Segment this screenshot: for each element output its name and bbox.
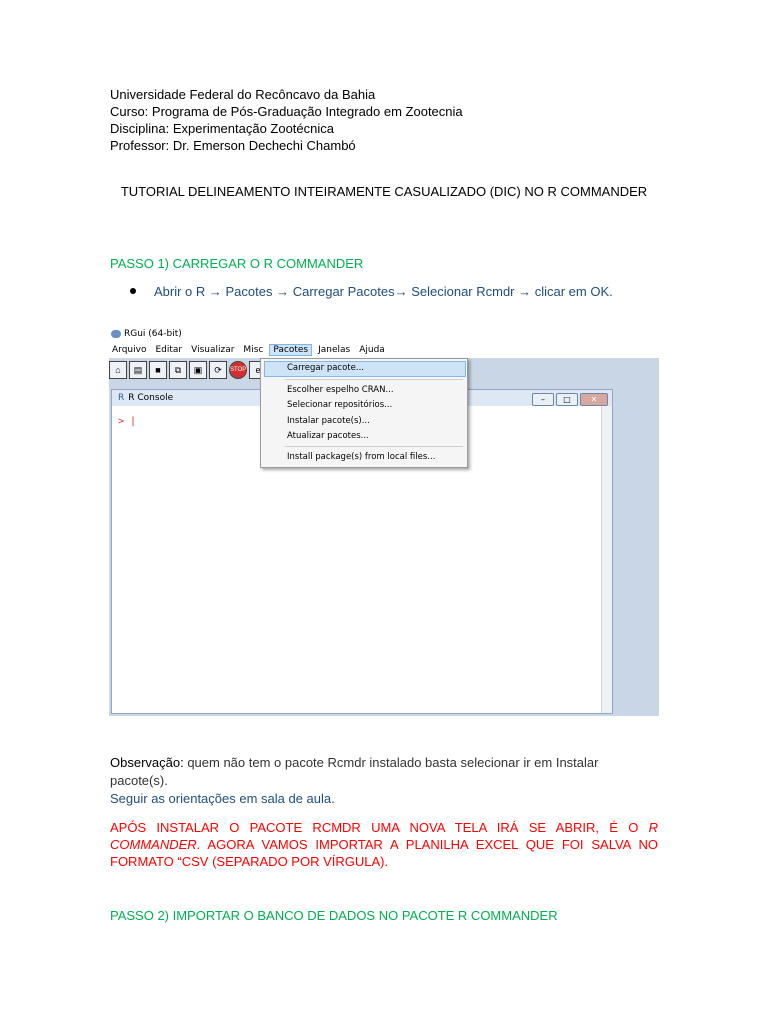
observation-label: Observação: [110, 755, 184, 770]
step1-bullet-text: Abrir o R → Pacotes → Carregar Pacotes→ Selecionar Rcmdr → clicar em OK. [154, 284, 613, 299]
observation-text: quem não tem o pacote Rcmdr instalado basta selecionar ir em Instalar pacote(s). [110, 755, 599, 788]
copy-icon[interactable]: ⧉ [169, 361, 187, 379]
rgui-menubar [109, 344, 391, 358]
menu-separator [285, 446, 463, 447]
menu-item-escolher-espelho[interactable]: Escolher espelho CRAN... [287, 385, 394, 395]
r-console-title: R Console [128, 393, 174, 403]
rgui-window-title [111, 329, 182, 339]
warning-italic: R COMMANDER [110, 820, 658, 852]
discipline-line: Disciplina: Experimentação Zootécnica [110, 121, 334, 136]
console-scrollbar[interactable] [601, 406, 612, 713]
menu-pacotes[interactable]: Pacotes [269, 344, 312, 356]
menu-arquivo[interactable]: Arquivo [112, 345, 147, 355]
university-line: Universidade Federal do Recôncavo da Bahia [110, 87, 376, 102]
menu-item-instalar-pacotes[interactable]: Instalar pacote(s)... [287, 416, 370, 426]
print-icon[interactable]: e [249, 361, 267, 379]
menu-item-atualizar-pacotes[interactable]: Atualizar pacotes... [287, 431, 369, 441]
maximize-icon[interactable]: □ [556, 393, 578, 406]
menu-visualizar[interactable]: Visualizar [191, 345, 235, 355]
minimize-icon[interactable]: – [532, 393, 554, 406]
r-console-icon: R [118, 393, 125, 403]
r-logo-icon [111, 330, 121, 338]
menu-misc[interactable]: Misc [243, 345, 264, 355]
menu-item-selecionar-repositorios[interactable]: Selecionar repositórios... [287, 400, 393, 410]
paste-icon[interactable]: ▣ [189, 361, 207, 379]
close-icon[interactable]: ✕ [580, 393, 608, 406]
document-header [110, 86, 463, 154]
copy-paste-icon[interactable]: ⟳ [209, 361, 227, 379]
professor-line: Professor: Dr. Emerson Dechechi Chambó [110, 138, 356, 153]
menu-janelas[interactable]: Janelas [318, 345, 351, 355]
document-title: TUTORIAL DELINEAMENTO INTEIRAMENTE CASUALIZADO (DIC) NO R COMMANDER [120, 184, 648, 199]
step1-bullet [130, 284, 613, 299]
menu-item-carregar-pacote[interactable]: Carregar pacote... [287, 363, 364, 373]
rgui-toolbar [109, 361, 269, 379]
menu-editar[interactable]: Editar [155, 345, 183, 355]
menu-ajuda[interactable]: Ajuda [359, 345, 385, 355]
pacotes-dropdown-menu [260, 358, 468, 468]
console-prompt[interactable]: > | [118, 416, 137, 427]
window-buttons [530, 392, 608, 408]
save-icon[interactable]: ■ [149, 361, 167, 379]
stop-icon[interactable]: STOP [229, 361, 247, 379]
bullet-icon [130, 288, 136, 294]
observation-paragraph [110, 754, 658, 808]
course-line: Curso: Programa de Pós-Graduação Integrado em Zootecnia [110, 104, 463, 119]
warning-part2: . AGORA VAMOS IMPORTAR A PLANILHA EXCEL QUE FOI SALVA NO FORMATO “CSV (SEPARADO POR VÍRGULA). [110, 837, 658, 869]
load-workspace-icon[interactable]: ▤ [129, 361, 147, 379]
warning-paragraph [110, 819, 658, 870]
rgui-title-text: RGui (64-bit) [124, 329, 182, 339]
rgui-screenshot [109, 325, 659, 716]
open-script-icon[interactable]: ⌂ [109, 361, 127, 379]
step1-heading: PASSO 1) CARREGAR O R COMMANDER [110, 256, 364, 271]
menu-separator [285, 379, 463, 380]
observation-follow: Seguir as orientações em sala de aula. [110, 791, 335, 806]
step2-heading: PASSO 2) IMPORTAR O BANCO DE DADOS NO PACOTE R COMMANDER [110, 908, 558, 923]
warning-part1: APÓS INSTALAR O PACOTE RCMDR UMA NOVA TELA IRÁ SE ABRIR, É O [110, 820, 649, 835]
menu-item-install-local[interactable]: Install package(s) from local files... [287, 452, 436, 462]
